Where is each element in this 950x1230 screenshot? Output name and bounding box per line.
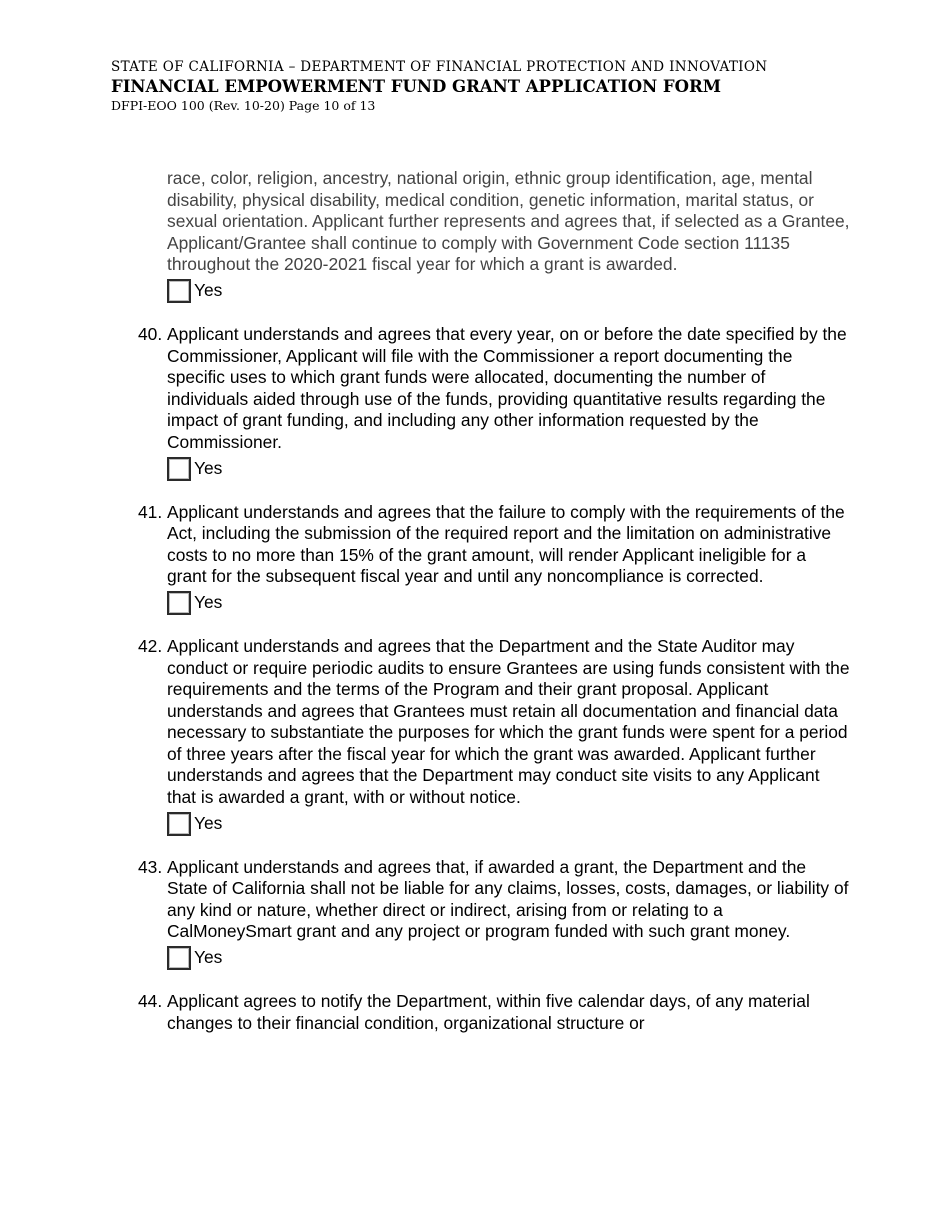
list-item [138,168,850,305]
item-number: 41. [138,501,163,522]
agency-name: STATE OF CALIFORNIA – DEPARTMENT OF FINANCIAL PROTECTION AND INNOVATION [111,59,768,75]
yes-option [167,810,850,838]
yes-label: Yes [194,812,223,833]
item-number: 44. [138,991,163,1012]
item-text: Applicant agrees to notify the Department, within five calendar days, of any material changes to their financial condition, organizational structure or [167,991,810,1033]
form-content [138,168,850,1034]
yes-option [167,277,850,305]
item-text: race, color, religion, ancestry, national origin, ethnic group identification, age, mental disability, physical disability, medical condition, genetic information, marital status, or sexual orientation. Applicant further represents and agrees that, if selected as a Grantee, Applicant/Grantee shall continue to comply with Government Code section 11135 throughout the 2020-2021 fiscal year for which a grant is awarded. [167,168,850,275]
yes-label: Yes [194,947,223,968]
item-text: Applicant understands and agrees that the failure to comply with the requirements of the Act, including the submission of the required report and the limitation on administrative costs to no more than 15% of the grant amount, will render Applicant ineligible for a grant for the subsequent fiscal year and until any noncompliance is corrected. [167,501,845,587]
yes-checkbox[interactable] [167,812,191,836]
item-text: Applicant understands and agrees that every year, on or before the date specified by the Commissioner, Applicant will file with the Commissioner a report documenting the specific uses to which grant funds were allocated, documenting the number of individuals aided through use of the funds, providing quantitative results regarding the impact of grant funding, and including any other information requested by the Commissioner. [167,323,847,452]
list-item [138,991,850,1034]
yes-checkbox[interactable] [167,946,191,970]
list-item [138,636,850,838]
yes-checkbox[interactable] [167,457,191,481]
item-number: 40. [138,323,163,344]
page-header [111,58,767,114]
form-title: FINANCIAL EMPOWERMENT FUND GRANT APPLICATION FORM [111,77,721,96]
item-number: 43. [138,856,163,877]
yes-checkbox[interactable] [167,279,191,303]
form-number-page: DFPI-EOO 100 (Rev. 10-20) Page 10 of 13 [111,98,376,113]
yes-option [167,589,850,617]
list-item [138,857,850,972]
yes-label: Yes [194,280,223,301]
list-item [138,502,850,617]
yes-label: Yes [194,592,223,613]
yes-option [167,455,850,483]
yes-label: Yes [194,457,223,478]
yes-option [167,944,850,972]
item-text: Applicant understands and agrees that the Department and the State Auditor may conduct or require periodic audits to ensure Grantees are using funds consistent with the requirements and the terms of the Program and their grant proposal. Applicant understands and agrees that Grantees must retain all documentation and financial data necessary to substantiate the purposes for which the grant funds were spent for a period of three years after the fiscal year for which the grant was awarded. Applicant further understands and agrees that the Department may conduct site visits to any Applicant that is awarded a grant, with or without notice. [167,635,850,808]
item-number: 42. [138,635,163,656]
yes-checkbox[interactable] [167,591,191,615]
list-item [138,324,850,483]
item-text: Applicant understands and agrees that, if awarded a grant, the Department and the State of California shall not be liable for any claims, losses, costs, damages, or liability of any kind or nature, whether direct or indirect, arising from or relating to a CalMoneySmart grant and any project or program funded with such grant money. [167,856,849,942]
